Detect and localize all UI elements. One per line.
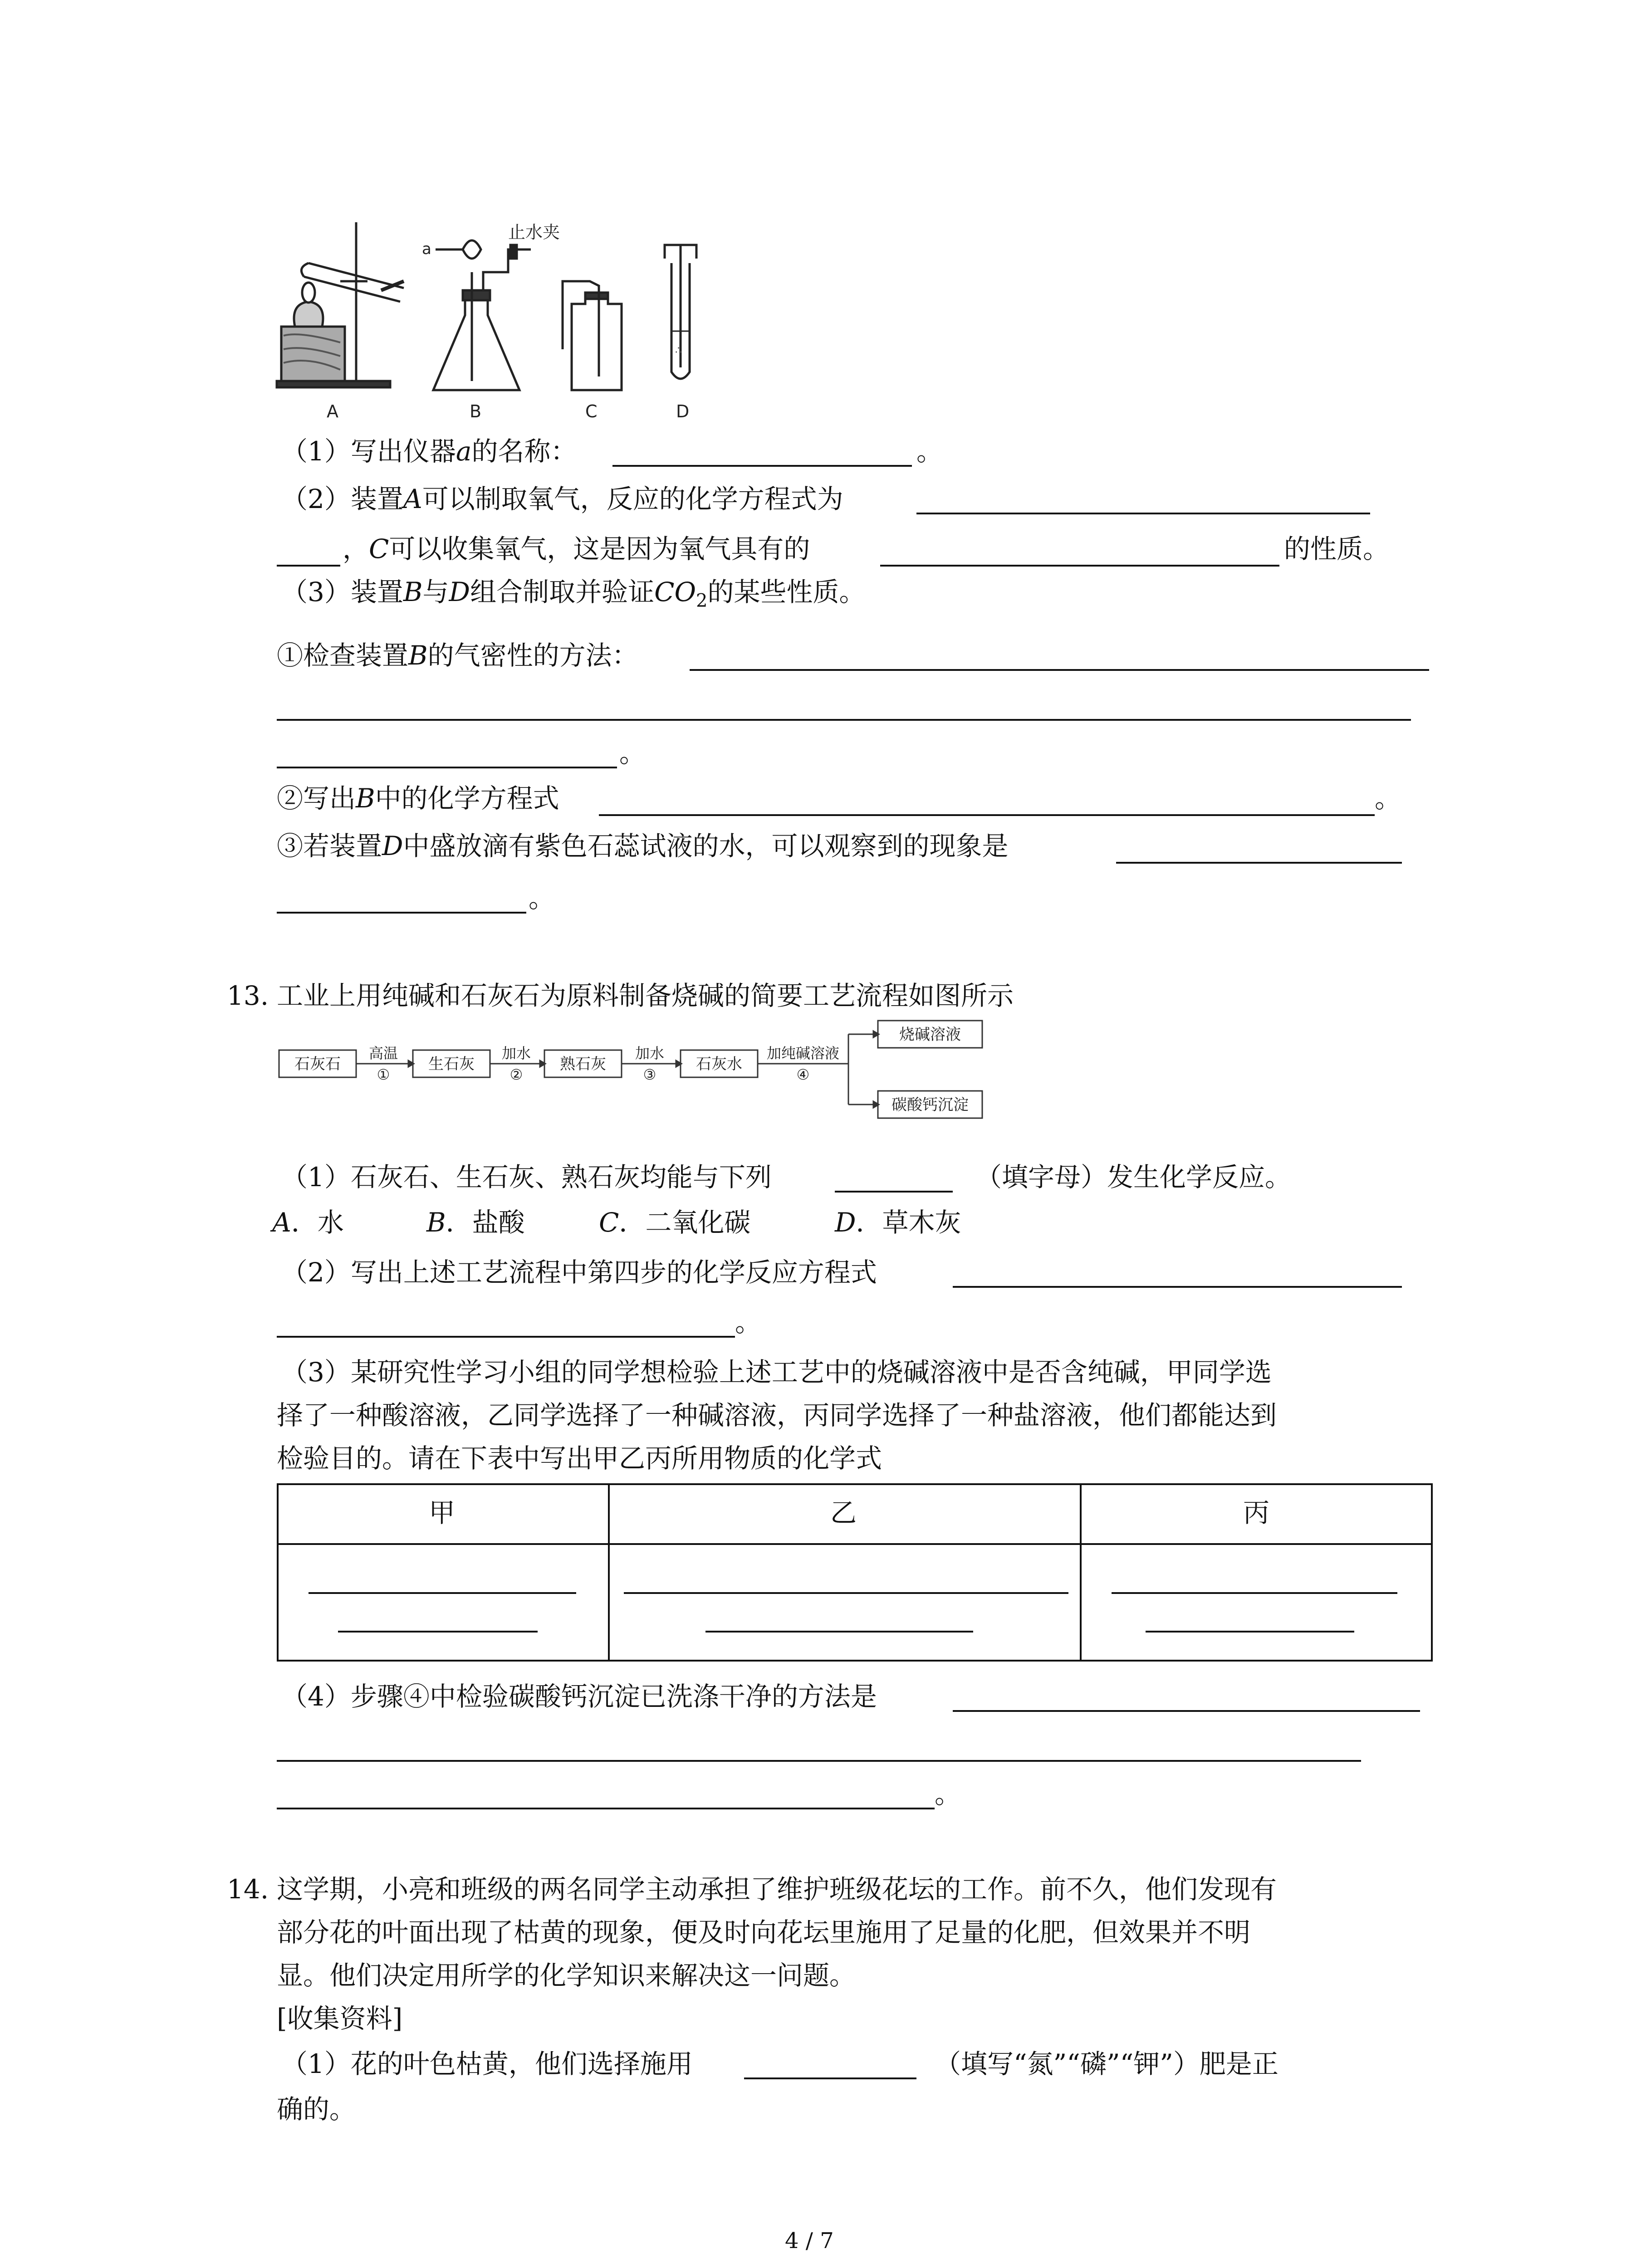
q12-step2: ②写出B中的化学方程式 (277, 783, 559, 814)
q13-option-b: B．盐酸 (426, 1207, 525, 1238)
answer-blank-airtightness-3[interactable] (277, 767, 617, 768)
answer-blank-phenomenon-2[interactable] (277, 912, 526, 914)
table-header-jia: 甲 (429, 1497, 456, 1528)
q13-part4-end: 。 (935, 1779, 961, 1809)
label-A: A (327, 401, 338, 421)
answer-blank-jia-2[interactable] (338, 1631, 538, 1633)
answer-blank-phenomenon-1[interactable] (1116, 862, 1402, 864)
answer-blank-wash-method-1[interactable] (953, 1710, 1420, 1712)
q12-part1-end: 。 (916, 436, 943, 467)
flow-output-text: 碳酸钙沉淀 (892, 1096, 969, 1114)
flow-arrow-step: ① (377, 1066, 390, 1083)
q13-option-a: A．水 (272, 1207, 344, 1238)
q14-line3: 显。他们决定用所学的化学知识来解决这一问题。 (277, 1960, 856, 1991)
q14-section-heading: [收集资料] (277, 2003, 403, 2034)
answer-blank-bing-2[interactable] (1146, 1631, 1354, 1633)
q13-option-c: C．二氧化碳 (599, 1207, 751, 1238)
q13-part1-post: （填字母）发生化学反应。 (975, 1162, 1292, 1193)
page-number: 4 / 7 (785, 2228, 834, 2253)
q12-step2-end: 。 (1375, 783, 1401, 814)
flow-box-text: 石灰水 (696, 1055, 742, 1073)
label-D: D (676, 401, 690, 421)
flow-arrow-label: 高温 (368, 1045, 398, 1062)
q13-option-d: D．草木灰 (835, 1207, 961, 1238)
q14-part1: （1）花的叶色枯黄，他们选择施用 (281, 2048, 693, 2079)
label-B: B (470, 401, 482, 421)
answer-blank-choice[interactable] (835, 1191, 953, 1193)
table-divider (608, 1483, 610, 1660)
q14-line2: 部分花的叶面出现了枯黄的现象，便及时向花坛里施用了足量的化肥，但效果并不明 (277, 1917, 1251, 1948)
answer-blank-wash-method-2[interactable] (277, 1760, 1361, 1762)
flow-output-text: 烧碱溶液 (899, 1026, 961, 1044)
answer-blank-equation-b[interactable] (599, 814, 1375, 816)
flow-arrow-label: 加纯碱溶液 (766, 1045, 840, 1062)
q13-part3-line2: 择了一种酸溶液，乙同学选择了一种碱溶液，丙同学选择了一种盐溶液，他们都能达到 (277, 1400, 1277, 1431)
process-flow-diagram (277, 1018, 1048, 1123)
q14-part1-post: （填写“氮”“磷”“钾”）肥是正 (935, 2048, 1279, 2079)
flow-arrow-step: ② (509, 1066, 523, 1083)
answer-blank-equation-a[interactable] (916, 513, 1370, 514)
q13-part2-end: 。 (735, 1307, 762, 1338)
q14-number: 14. (227, 1874, 269, 1905)
answer-blank-bing-1[interactable] (1112, 1592, 1397, 1594)
q13-number: 13. (227, 980, 269, 1011)
q13-part2: （2）写出上述工艺流程中第四步的化学反应方程式 (281, 1257, 877, 1288)
answer-blank-jia-1[interactable] (309, 1592, 576, 1594)
answer-blank-oxygen-property[interactable] (880, 565, 1279, 567)
answer-blank-yi-2[interactable] (705, 1631, 973, 1633)
answer-blank-fertilizer[interactable] (744, 2077, 916, 2079)
q12-part2: （2）装置A可以制取氧气，反应的化学方程式为 (281, 484, 843, 514)
q14-part1-line2: 确的。 (277, 2094, 356, 2125)
q14-line1: 这学期，小亮和班级的两名同学主动承担了维护班级花坛的工作。前不久，他们发现有 (277, 1874, 1277, 1905)
table-header-bing: 丙 (1243, 1497, 1270, 1528)
clip-label: 止水夹 (508, 222, 560, 242)
label-C: C (585, 401, 598, 421)
answer-blank-yi-1[interactable] (624, 1592, 1068, 1594)
label-a: a (422, 240, 431, 258)
answer-blank-airtightness-1[interactable] (690, 669, 1429, 671)
flow-arrow-label: 加水 (635, 1045, 665, 1062)
q12-part3: （3）装置B与D组合制取并验证$CO_2$的某些性质。 (281, 577, 866, 611)
svg-text:∴: ∴ (675, 344, 682, 357)
flow-box-text: 生石灰 (428, 1055, 475, 1073)
q12-part2-line2: ，C可以收集氧气，这是因为氧气具有的 (343, 533, 810, 564)
q12-part1: （1）写出仪器a的名称： (281, 436, 577, 467)
flow-box-text: 石灰石 (294, 1055, 341, 1073)
flow-arrow-step: ③ (643, 1066, 656, 1083)
table-header-yi: 乙 (830, 1497, 857, 1528)
q13-part1: （1）石灰石、生石灰、熟石灰均能与下列 (281, 1162, 772, 1193)
q12-step1: ①检查装置B的气密性的方法： (277, 640, 638, 671)
q12-step3-end: 。 (529, 883, 555, 914)
answer-blank-airtightness-2[interactable] (277, 719, 1411, 721)
q12-step1-end: 。 (619, 738, 646, 768)
q13-part3-line3: 检验目的。请在下表中写出甲乙丙所用物质的化学式 (277, 1443, 882, 1474)
answer-blank-step4-equation-2[interactable] (277, 1336, 735, 1338)
q13-part4: （4）步骤④中检验碳酸钙沉淀已洗涤干净的方法是 (281, 1681, 877, 1712)
apparatus-figure (272, 218, 780, 426)
q12-step3: ③若装置D中盛放滴有紫色石蕊试液的水，可以观察到的现象是 (277, 831, 1009, 861)
flow-arrow-step: ④ (796, 1066, 810, 1083)
q12-part2-end: 的性质。 (1284, 533, 1390, 564)
flow-arrow-label: 加水 (501, 1045, 531, 1062)
answer-blank-step4-equation-1[interactable] (953, 1286, 1402, 1288)
flow-box-text: 熟石灰 (560, 1055, 606, 1073)
answer-blank-equation-a-cont[interactable] (277, 565, 340, 567)
q13-stem: 工业上用纯碱和石灰石为原料制备烧碱的简要工艺流程如图所示 (277, 980, 1014, 1011)
table-divider (277, 1543, 1431, 1545)
table-divider (1080, 1483, 1082, 1660)
q13-part3-line1: （3）某研究性学习小组的同学想检验上述工艺中的烧碱溶液中是否含纯碱，甲同学选 (281, 1357, 1272, 1388)
answer-blank-instrument-name[interactable] (612, 465, 912, 467)
answer-blank-wash-method-3[interactable] (277, 1808, 935, 1809)
